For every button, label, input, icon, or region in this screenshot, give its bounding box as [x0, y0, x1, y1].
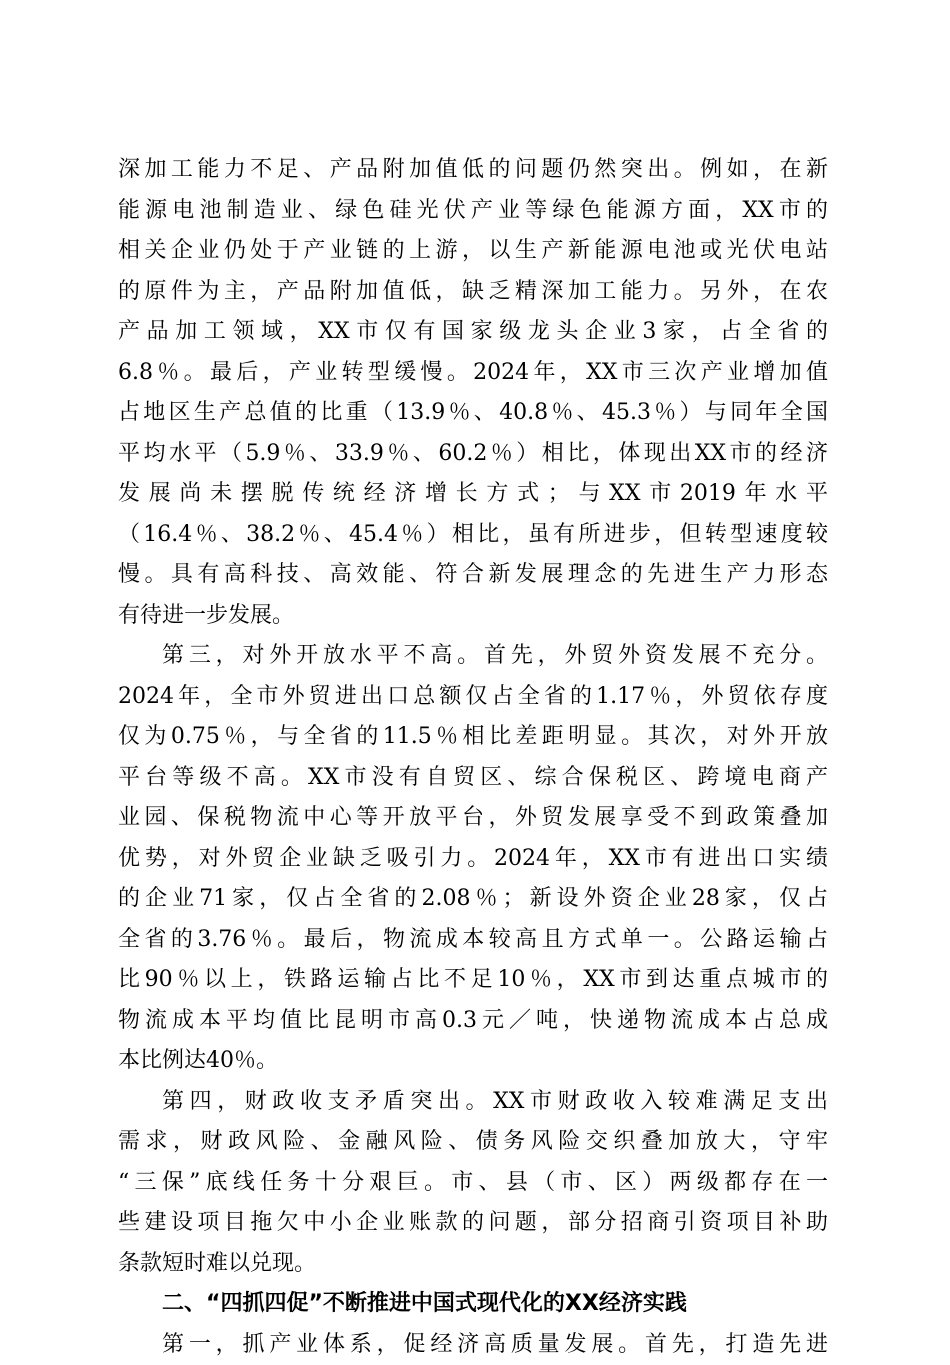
body-text — [118, 150, 828, 1365]
text-line: 些建设项目拖欠中小企业账款的问题，部分招商引资项目补助 — [118, 1203, 828, 1244]
section-heading: 二、“四抓四促”不断推进中国式现代化的XX经济实践 — [118, 1284, 828, 1325]
text-line: 深加工能力不足、产品附加值低的问题仍然突出。例如，在新 — [118, 150, 828, 191]
text-line: “三保”底线任务十分艰巨。市、县（市、区）两级都存在一 — [118, 1163, 828, 1204]
text-line: 能源电池制造业、绿色硅光伏产业等绿色能源方面，XX市的 — [118, 191, 828, 232]
text-line: 发展尚未摆脱传统经济增长方式；与XX市2019年水平 — [118, 474, 828, 515]
text-line: 相关企业仍处于产业链的上游，以生产新能源电池或光伏电站 — [118, 231, 828, 272]
text-line: 的原件为主，产品附加值低，缺乏精深加工能力。另外，在农 — [118, 272, 828, 313]
text-line: 优势，对外贸企业缺乏吸引力。2024年，XX市有进出口实绩 — [118, 839, 828, 880]
paragraph-start-line: 第四，财政收支矛盾突出。XX市财政收入较难满足支出 — [118, 1082, 828, 1123]
text-line: 比90％以上，铁路运输占比不足10％，XX市到达重点城市的 — [118, 960, 828, 1001]
text-line: 平均水平（5.9％、33.9％、60.2％）相比，体现出XX市的经济 — [118, 434, 828, 475]
text-line: 6.8％。最后，产业转型缓慢。2024年，XX市三次产业增加值 — [118, 353, 828, 394]
text-line: 2024年，全市外贸进出口总额仅占全省的1.17％，外贸依存度 — [118, 677, 828, 718]
text-line: 产品加工领域，XX市仅有国家级龙头企业3家，占全省的 — [118, 312, 828, 353]
text-line: 条款短时难以兑现。 — [118, 1244, 828, 1285]
text-line: 的企业71家，仅占全省的2.08％；新设外资企业28家，仅占 — [118, 879, 828, 920]
text-line: 物流成本平均值比昆明市高0.3元／吨，快递物流成本占总成 — [118, 1001, 828, 1042]
text-line: 需求，财政风险、金融风险、债务风险交织叠加放大，守牢 — [118, 1122, 828, 1163]
text-line: 占地区生产总值的比重（13.9％、40.8％、45.3％）与同年全国 — [118, 393, 828, 434]
text-line: （16.4％、38.2％、45.4％）相比，虽有所进步，但转型速度较 — [118, 515, 828, 556]
text-line: 有待进一步发展。 — [118, 596, 828, 637]
paragraph-start-line: 第一，抓产业体系，促经济高质量发展。首先，打造先进 — [118, 1325, 828, 1365]
text-line: 本比例达40％。 — [118, 1041, 828, 1082]
text-line: 全省的3.76％。最后，物流成本较高且方式单一。公路运输占 — [118, 920, 828, 961]
text-line: 仅为0.75％，与全省的11.5％相比差距明显。其次，对外开放 — [118, 717, 828, 758]
paragraph-start-line: 第三，对外开放水平不高。首先，外贸外资发展不充分。 — [118, 636, 828, 677]
text-line: 慢。具有高科技、高效能、符合新发展理念的先进生产力形态 — [118, 555, 828, 596]
text-line: 平台等级不高。XX市没有自贸区、综合保税区、跨境电商产 — [118, 758, 828, 799]
text-line: 业园、保税物流中心等开放平台，外贸发展享受不到政策叠加 — [118, 798, 828, 839]
